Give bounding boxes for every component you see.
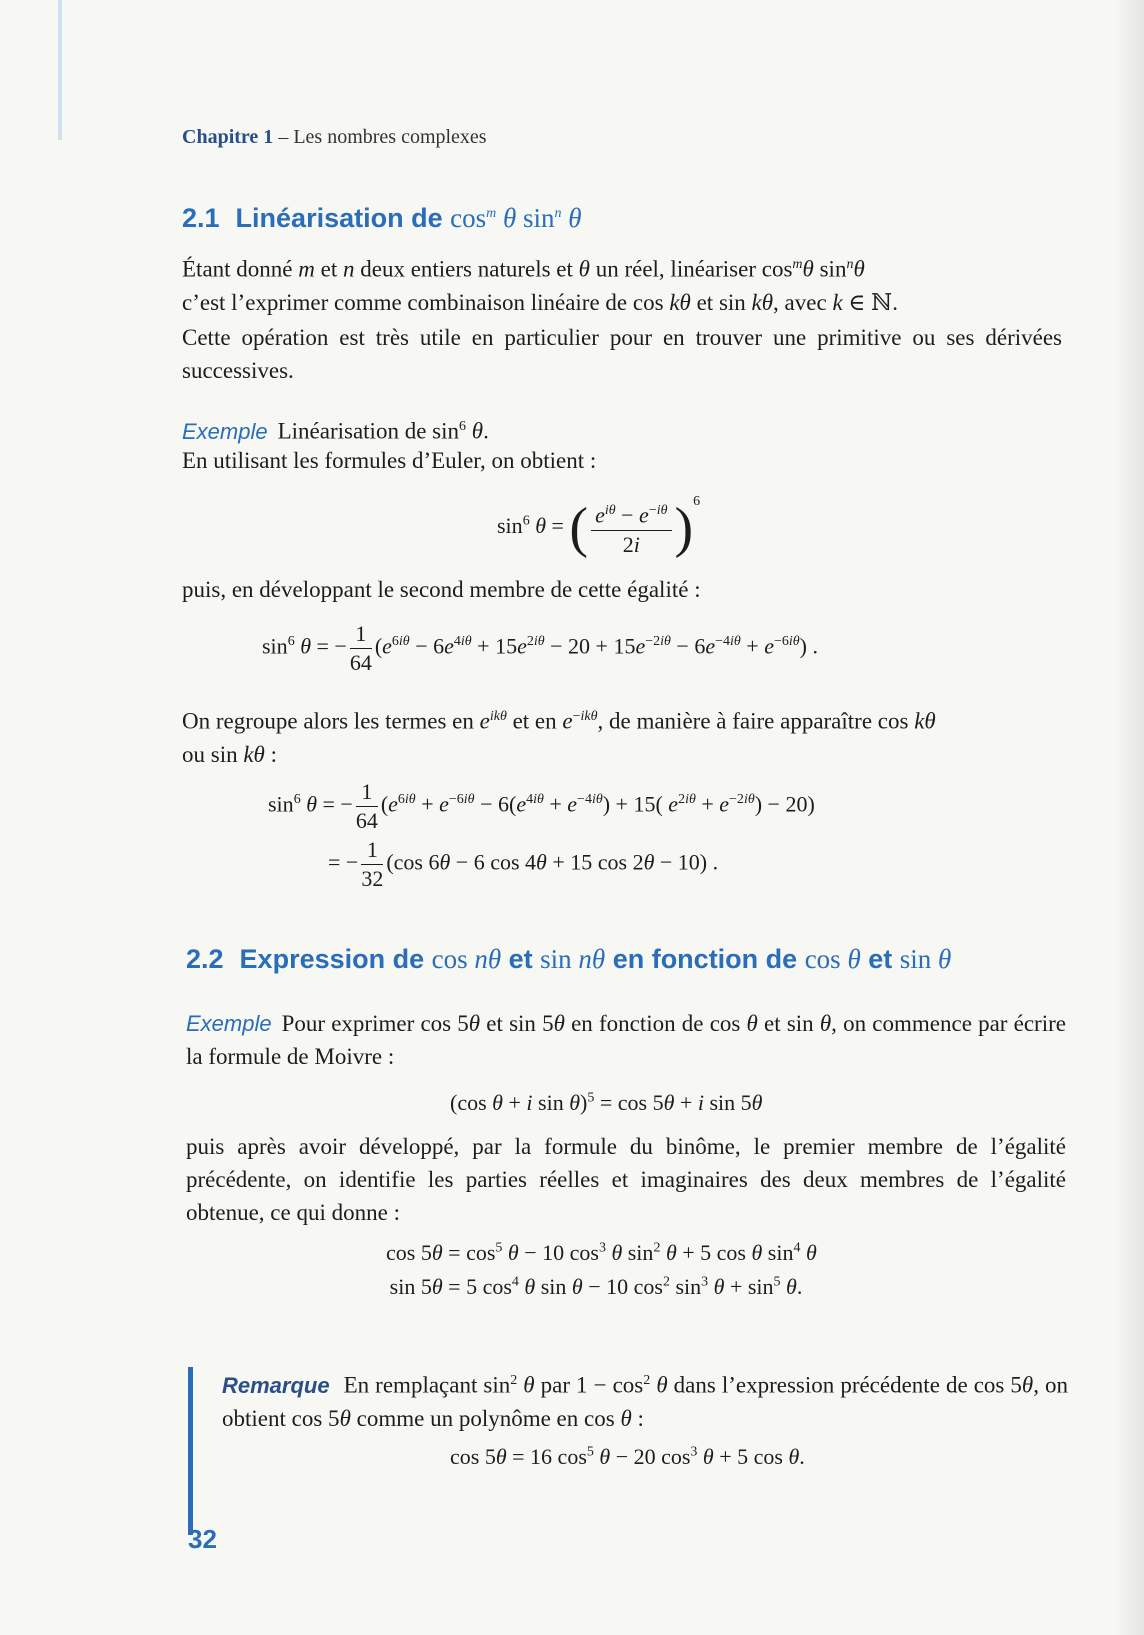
develop-sentence: puis, en développant le second membre de cette égalité : xyxy=(182,577,701,602)
remark-bar xyxy=(188,1367,193,1535)
example-label: Exemple xyxy=(186,1011,272,1036)
section-2-2-heading: 2.2 Expression de cos nθ et sin nθ en fonction de cos θ et sin θ xyxy=(186,944,952,974)
equation-remark: cos 5θ = 16 $\cos^5 \theta - 20$ $\cos^3 \theta + 5$ cos θ. xyxy=(450,1444,805,1469)
example-label: Exemple xyxy=(182,418,268,444)
chapter-title: Les nombres complexes xyxy=(293,126,487,148)
remark-label: Remarque xyxy=(222,1372,330,1398)
section-number: 2.1 xyxy=(182,203,220,233)
euler-sentence: En utilisant les formules d’Euler, on obtient : xyxy=(182,448,597,473)
paragraph-definition: Étant donné m et n deux entiers naturels et θ un réel, linéariser $\cos^m\theta$ $\sin^n\theta$ c’est l’exprimer comme combinaison linéaire de cos kθ et sin kθ, avec k ∈ ℕ. xyxy=(182,256,898,315)
section-title: Linéarisation de xyxy=(235,203,451,233)
paragraph-usage: Cette opération est très utile en particulier pour en trouver une primitive ou ses dérivées successives. xyxy=(182,325,1062,383)
example-2: Exemple Pour exprimer cos 5θ et sin 5θ en fonction de cos θ et sin θ, on commence par écrire la formule de Moivre : xyxy=(186,1011,1066,1069)
equation-expansion: $\sin^6 \theta$ = − $\frac{1}{64}$ $(e^{6i\theta} - 6e^{4i\theta} + 15e^{2i\theta} - 20 + 15e^{-2i\theta} - 6e^{-4i\theta} + e^{-6i\theta})$ . xyxy=(262,621,818,675)
page-edge-shadow xyxy=(58,0,62,140)
equations-cos-sin-5theta: cos 5θ = $\cos^5 \theta - 10$ $\cos^3 \theta$ $\sin^2 \theta + 5$ cos θ $\sin^4 \theta$ sin 5θ = 5 $\cos^4 \theta$ sin θ − 10 $\cos^2 \sin^3 \theta + \sin^5 \theta$. xyxy=(386,1240,817,1299)
header-separator: – xyxy=(273,126,294,148)
section-2-1-heading: 2.1 Linéarisation de $\cos^m \theta$ $\sin^n \theta$ xyxy=(182,203,582,233)
page-gutter-shadow xyxy=(1114,0,1144,1635)
equation-regroup-line1: $\sin^6 \theta$ = − $\frac{1}{64}$ ($e^{6i\theta} + e^{-6i\theta} - 6(e^{4i\theta} + e^{-4i\theta}) + 15$( $e^{2i\theta} + e^{-2i\theta}) - 20$) xyxy=(268,779,815,833)
chapter-label: Chapitre 1 xyxy=(182,126,274,148)
paragraph-binomial: puis après avoir développé, par la formule du binôme, le premier membre de l’égalité précédente, on identifie les parties réelles et imaginaires des deux membres de l’égalité obtenue, ce qui donne : xyxy=(186,1134,1066,1225)
equation-moivre: (cos θ + i sin θ)$^5$ = cos 5θ + i sin 5θ xyxy=(450,1090,763,1115)
running-header xyxy=(182,126,487,149)
regroup-sentence: On regroupe alors les termes en $e^{ik\theta}$ et en $e^{-ik\theta}$, de manière à faire apparaître cos kθ ou sin kθ : xyxy=(182,708,936,767)
equation-euler: $\sin^6 \theta$ = ( $\frac{e^{i\theta} - e^{-i\theta}}{2i}$ )$^6$ xyxy=(497,494,701,559)
page-number: 32 xyxy=(188,1524,217,1554)
example-1: Exemple Linéarisation de $\sin^6 \theta$. xyxy=(182,418,489,444)
equation-regroup-line2: = − $\frac{1}{32}$ (cos 6θ − 6 cos 4θ + 15 cos 2θ − 10) . xyxy=(328,837,719,891)
remark-text: Remarque En remplaçant $\sin^2 \theta$ par $1 - \cos^2 \theta$ dans l’expression précédente de cos 5θ, on obtient cos 5θ comme un polynôme en cos θ : xyxy=(222,1372,1069,1431)
